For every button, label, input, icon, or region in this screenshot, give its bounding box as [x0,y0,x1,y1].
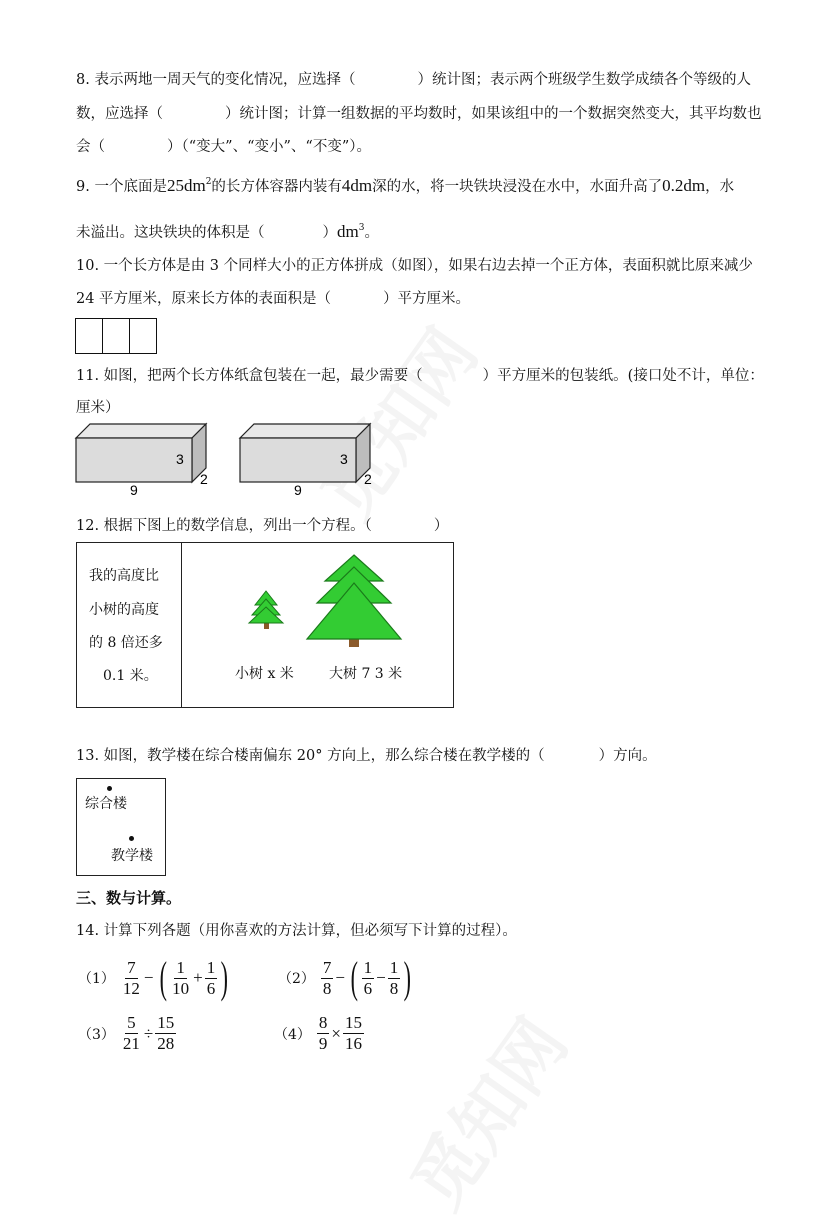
p1-frac-a: $\frac{7}{12}$ [122,957,140,998]
big-tree-label: 大树 7 3 米 [329,666,403,682]
q13-map [76,778,166,876]
p3-frac-a: $\frac{5}{21}$ [122,1013,140,1053]
p2-right-paren: ) [403,953,412,1002]
q12-cell-line-4: 0.1 米。 [103,668,158,684]
p2-frac-c: $\frac{1}{8}$ [389,957,399,998]
p2-left-paren: ( [350,953,359,1002]
p1-frac-c: $\frac{1}{6}$ [206,957,216,998]
p1-right-paren: ) [220,953,229,1002]
q9-line2: 未溢出。这块铁块的体积是（ ）$dm^3$。 [76,222,379,241]
q10-line2: 24 平方厘米，原来长方体的表面积是（ ）平方厘米。 [76,291,471,307]
q12-cell-line-3: 的 8 倍还多 [89,635,163,651]
trees-illustration [237,553,447,653]
small-tree [249,591,283,629]
q12-text-cell [77,543,182,707]
box-1 [76,424,206,482]
p1-left-paren: ( [159,953,167,1002]
cube-2 [102,318,130,354]
p3-frac-b: $\frac{15}{28}$ [157,1013,175,1053]
cube-3 [129,318,157,354]
q8-line1: 8. 表示两地一周天气的变化情况，应选择（ ）统计图；表示两个班级学生数学成绩各个等级的人 [76,72,751,88]
q11-line1: 11. 如图，把两个长方体纸盒包装在一起，最少需要（ ）平方厘米的包装纸。(接口处不计，单位： [76,368,764,384]
p1-frac-b: $\frac{1}{10}$ [172,957,190,998]
problem-2: （2） $\frac{7}{8}$ − ( $\frac{1}{6}$ − $\frac{1}{8}$ ) [278,953,412,1002]
q11-line2: 厘米） [76,400,120,416]
building-a-dot [107,786,112,791]
q12-table [76,542,454,708]
q12-line1: 12. 根据下图上的数学信息，列出一个方程。（ ） [76,518,449,534]
q9-line1: 9. 一个底面是$25dm^2$的长方体容器内装有4dm深的水，将一块铁块浸没在水中，水面升高了0.2dm，水 [76,176,735,195]
box-2 [240,424,370,482]
p4-frac-a: $\frac{8}{9}$ [318,1013,328,1053]
three-cubes-figure [76,318,157,354]
q8-line2: 数，应选择（ ）统计图；计算一组数据的平均数时，如果该组中的一个数据突然变大，其平均数也 [76,106,762,122]
box1-length-label: 9 [130,482,138,498]
problem-4: （4） $\frac{8}{9}$ × $\frac{15}{16}$ [274,1013,363,1053]
building-a-label: 综合楼 [85,796,127,812]
box1-height-label: 3 [176,451,184,467]
q14-line1: 14. 计算下列各题（用你喜欢的方法计算，但必须写下计算的过程）。 [76,923,517,939]
building-b-label: 教学楼 [111,848,153,864]
problem-3: （3） $\frac{5}{21}$ ÷ $\frac{15}{28}$ [78,1013,175,1053]
building-b-dot [129,836,134,841]
q12-cell-line-2: 小树的高度 [89,602,159,618]
box1-width-label: 2 [200,471,208,487]
p4-frac-b: $\frac{15}{16}$ [345,1013,363,1053]
big-tree [307,555,401,647]
q8-line3: 会（ ）（“变大”、“变小”、“不变”）。 [76,139,371,155]
box-figures [70,420,390,500]
q13-line1: 13. 如图，教学楼在综合楼南偏东 20° 方向上，那么综合楼在教学楼的（ ）方向。 [76,748,657,764]
watermark-bottom [383,996,586,1225]
problem-1: （1） $\frac{7}{12}$ − ( $\frac{1}{10}$ + $\frac{1}{6}$ ) [78,953,229,1002]
small-tree-label: 小树 x 米 [235,666,294,682]
q10-line1: 10. 一个长方体是由 3 个同样大小的正方体拼成（如图），如果右边去掉一个正方体，表面积就比原来减少 [76,258,753,274]
box2-height-label: 3 [340,451,348,467]
p2-frac-b: $\frac{1}{6}$ [363,957,373,998]
box2-width-label: 2 [364,471,372,487]
box2-length-label: 9 [294,482,302,498]
section-3-heading: 三、数与计算。 [76,889,182,907]
cube-1 [75,318,103,354]
q12-cell-line-1: 我的高度比 [89,568,159,584]
p2-frac-a: $\frac{7}{8}$ [322,957,332,998]
